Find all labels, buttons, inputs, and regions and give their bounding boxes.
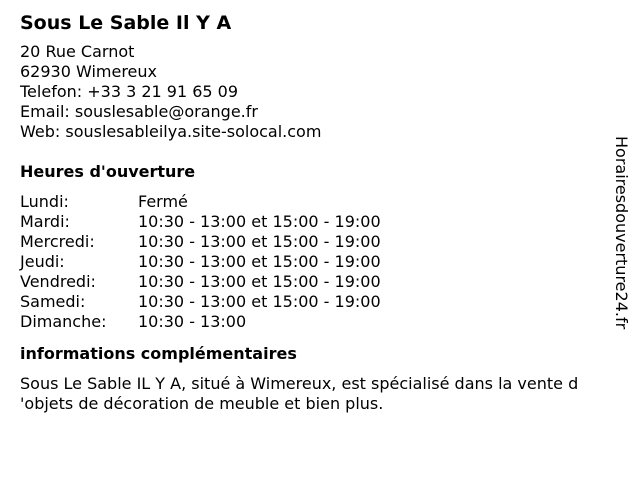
hours-day: Mercredi: [20, 232, 95, 251]
contact-block [20, 42, 632, 142]
hours-row-jeudi [20, 252, 632, 272]
business-card [20, 10, 632, 414]
hours-row-dimanche [20, 312, 632, 332]
hours-day: Mardi: [20, 212, 70, 231]
opening-hours-heading: Heures d'ouverture [20, 162, 196, 181]
website-link[interactable]: Web: souslesableilya.site-solocal.com [20, 122, 322, 141]
description-line: 'objets de décoration de meuble et bien plus. [20, 394, 384, 413]
phone-number[interactable]: Telefon: +33 3 21 91 65 09 [20, 82, 239, 101]
hours-day: Jeudi: [20, 252, 65, 271]
street-address: 20 Rue Carnot [20, 42, 135, 61]
business-name: Sous Le Sable Il Y A [20, 12, 232, 34]
additional-info-heading: informations complémentaires [20, 344, 297, 363]
hours-day: Dimanche: [20, 312, 107, 331]
hours-row-mardi [20, 212, 632, 232]
hours-day: Vendredi: [20, 272, 96, 291]
business-description [20, 374, 632, 414]
site-brand-vertical: Horairesdouverture24.fr [612, 136, 631, 330]
hours-row-mercredi [20, 232, 632, 252]
hours-time: 10:30 - 13:00 et 15:00 - 19:00 [138, 292, 381, 311]
hours-row-lundi [20, 192, 632, 212]
hours-row-vendredi [20, 272, 632, 292]
hours-time: 10:30 - 13:00 [138, 312, 247, 331]
postal-city: 62930 Wimereux [20, 62, 158, 81]
hours-time: Fermé [138, 192, 188, 211]
hours-time: 10:30 - 13:00 et 15:00 - 19:00 [138, 212, 381, 231]
description-line: Sous Le Sable IL Y A, situé à Wimereux, est spécialisé dans la vente d [20, 374, 579, 393]
email-address[interactable]: Email: souslesable@orange.fr [20, 102, 258, 121]
hours-day: Lundi: [20, 192, 69, 211]
hours-day: Samedi: [20, 292, 86, 311]
hours-time: 10:30 - 13:00 et 15:00 - 19:00 [138, 272, 381, 291]
hours-time: 10:30 - 13:00 et 15:00 - 19:00 [138, 232, 381, 251]
hours-time: 10:30 - 13:00 et 15:00 - 19:00 [138, 252, 381, 271]
hours-row-samedi [20, 292, 632, 312]
opening-hours-table [20, 192, 632, 332]
